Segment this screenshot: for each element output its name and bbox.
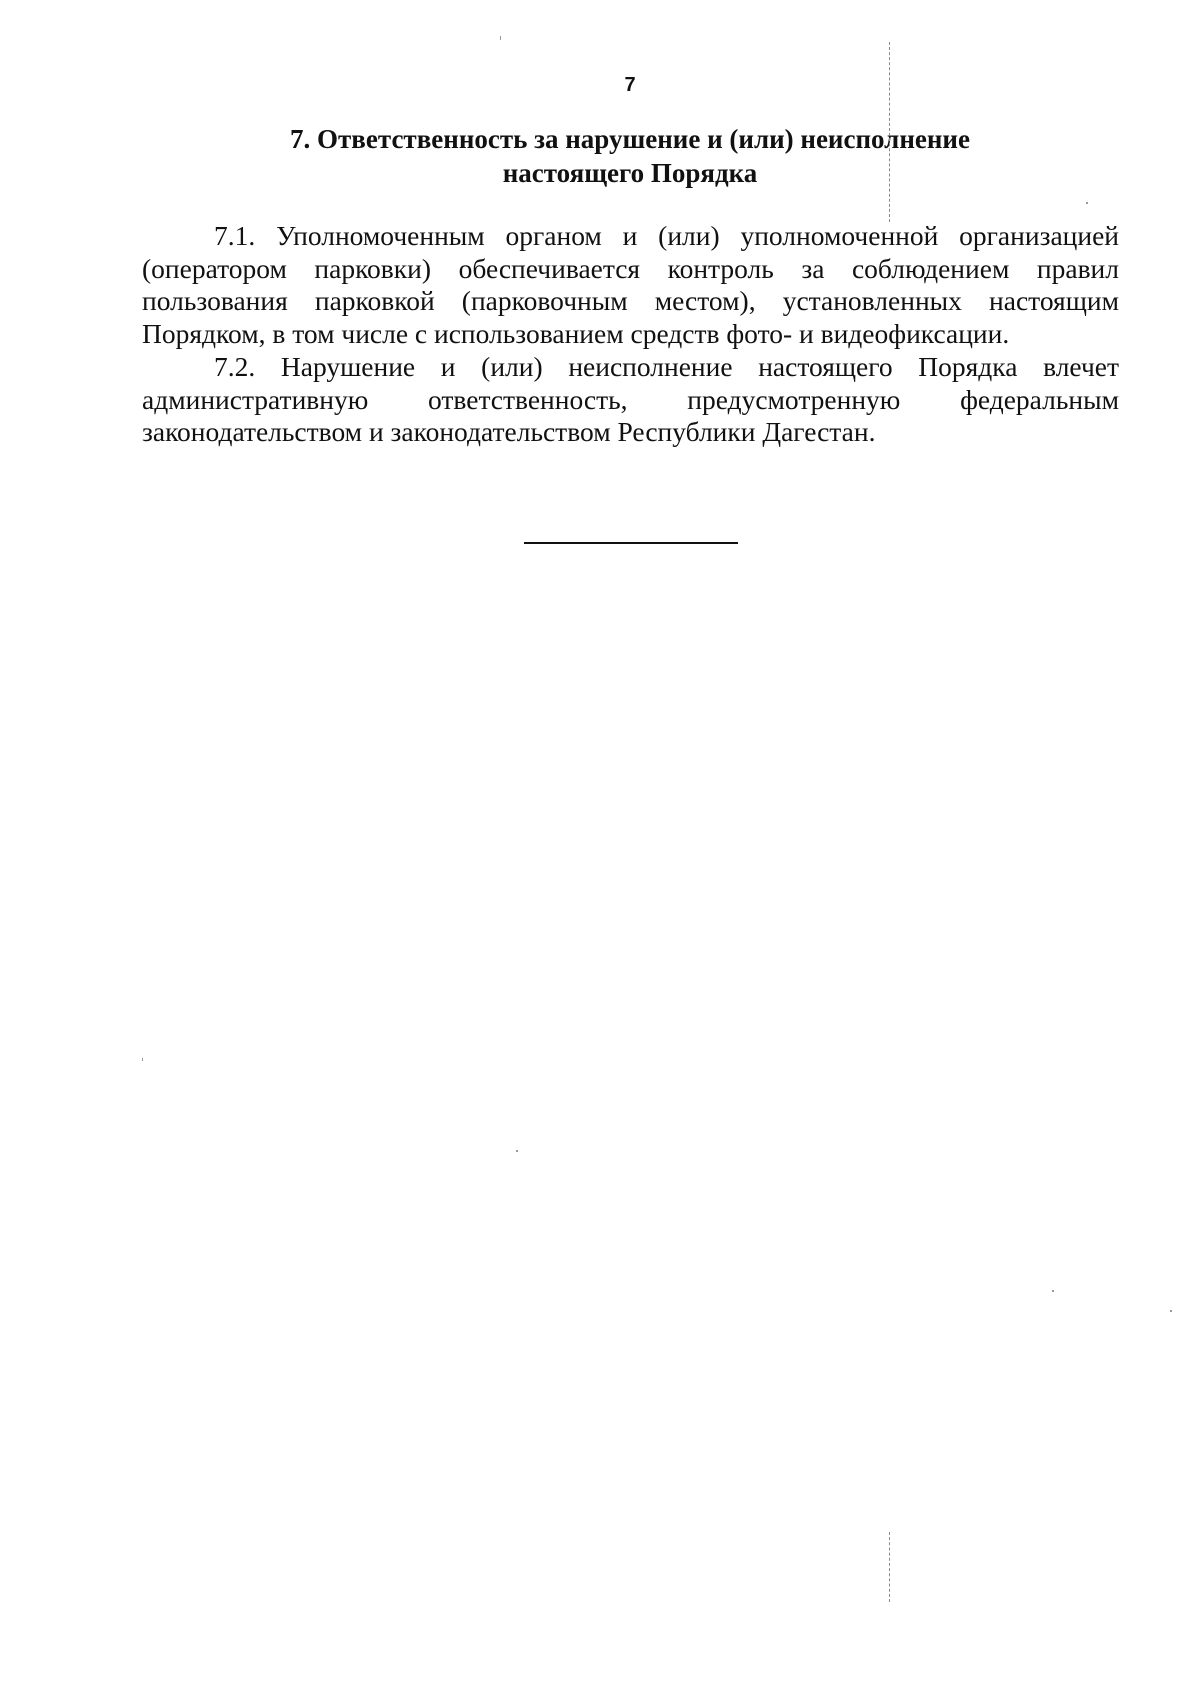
paragraph-7-2: 7.2. Нарушение и (или) неисполнение настоящего Порядка влечет административную ответственность, предусмотренную федеральным законодательством и законодательством Республики Дагестан.	[142, 350, 1119, 448]
section-title-line-1: 7. Ответственность за нарушение и (или) неисполнение	[290, 124, 970, 154]
scan-artifact-dot	[500, 36, 501, 40]
page-number: 7	[624, 74, 636, 96]
scan-artifact-line	[889, 1532, 890, 1602]
section-title-line-2: настоящего Порядка	[502, 158, 758, 188]
scan-artifact-line	[889, 42, 890, 222]
scan-artifact-dot	[1170, 1310, 1172, 1312]
section-body	[142, 220, 1119, 449]
scan-artifact-dot	[1086, 202, 1088, 204]
end-of-document-rule	[524, 542, 738, 544]
scan-artifact-dot	[516, 1150, 518, 1152]
scan-artifact-dot	[142, 1058, 143, 1061]
scan-artifact-dot	[1052, 1290, 1054, 1292]
paragraph-7-1: 7.1. Уполномоченным органом и (или) уполномоченной организацией (оператором парковки) обеспечивается контроль за соблюдением правил пользования парковкой (парковочным местом), установленных настоящим Порядком, в том числе с использованием средств фото- и видеофиксации.	[142, 220, 1119, 350]
section-title	[140, 122, 1120, 190]
